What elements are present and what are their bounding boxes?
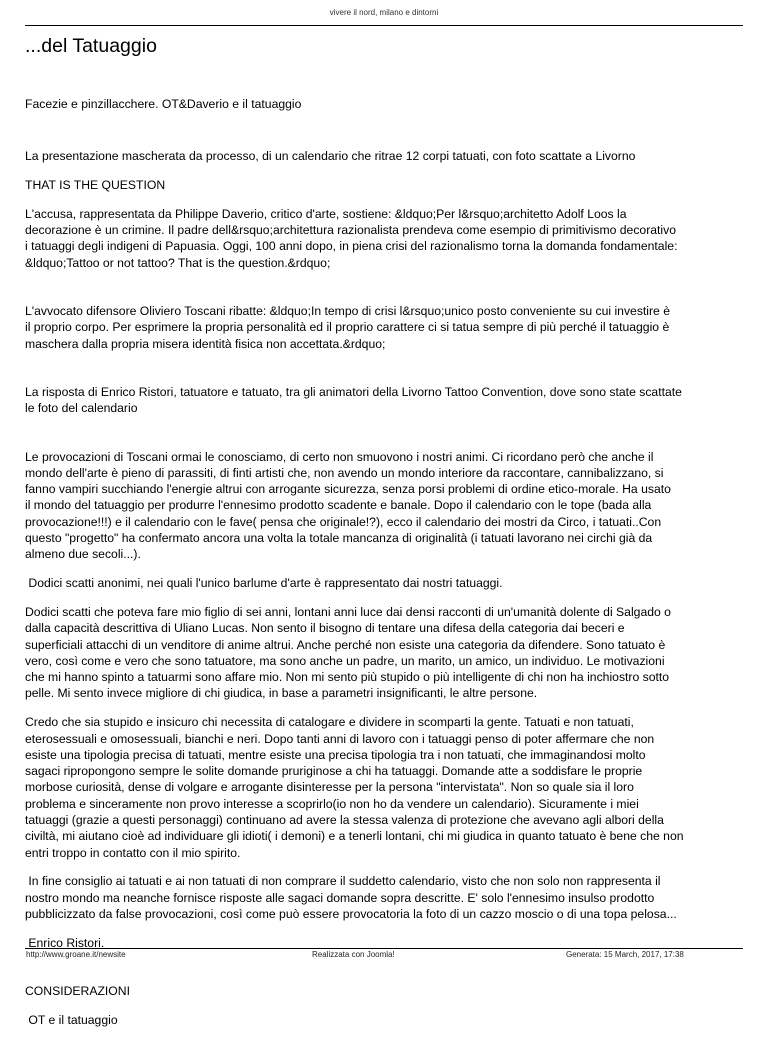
article-paragraph: La risposta di Enrico Ristori, tatuatore e tatuato, tra gli animatori della Livorno Tattoo Convention, dove sono state scattate le foto del calendario: [25, 384, 682, 416]
running-head: vivere il nord, milano e dintorni: [329, 8, 439, 17]
footer-url: http://www.groane.it/newsite: [26, 950, 126, 959]
footer-generated: Generata: 15 March, 2017, 17:38: [566, 950, 684, 959]
article-paragraph: L'avvocato difensore Oliviero Toscani ribatte: &ldquo;In tempo di crisi l&rsquo;unico posto conveniente su cui investire è il proprio corpo. Per esprimere la propria personalità ed il proprio carattere ci si tatua sempre di più perché il tatuaggio è maschera dalla propria misera identità fisica non accettata.&rdquo;: [25, 304, 671, 351]
article-paragraph: L'accusa, rappresentata da Philippe Daverio, critico d'arte, sostiene: &ldquo;Per l&rsquo;architetto Adolf Loos la decorazione è un crimine. Il padre dell&rsquo;architettura razionalista prendeva come esempio di primitivismo decorativo i tatuaggi degli indigeni di Papuasia. Oggi, 100 anni dopo, in piena crisi del razionalismo torna la domanda fondamentale: &ldquo;Tattoo or not tattoo? That is the question.&rdquo;: [25, 206, 678, 270]
header-divider: [25, 25, 743, 26]
article-paragraph: OT e il tatuaggio: [25, 1012, 118, 1027]
article-paragraph: Credo che sia stupido e insicuro chi necessita di catalogare e dividere in scomparti la gente. Tatuati e non tatuati, eterosessuali e omosessuali, bianchi e neri. Dopo tanti anni di lavoro con i tatuaggi penso di poter affermare che non esiste una tipologia precisa di tatuati, mentre esiste una precisa tipologia tra i non tatuati, che immaginandosi molto sagaci ripropongono sempre le solite domande pruriginose a chi ha tatuaggi. Domande atte a soddisfare le proprie morbose curiosità, dense di volgare e arrogante disinteresse per la persona "intervistata". Non so quale sia il loro problema e sinceramente non provo interesse a scoprirlo(io non ho da vendere un calendario). Sicuramente i miei tatuaggi (grazie a questi personaggi) continuano ad avere la stessa valenza di protezione che avevano agli albori della civiltà, mi aiutano cioè ad individuare gli idioti( i demoni) e a tenerli lontani, chi mi giudica in quanto tatuato è bene che non entri troppo in contatto con il mio spirito.: [25, 715, 684, 860]
footer-credit: Realizzata con Joomla!: [312, 950, 395, 959]
article-paragraph: Dodici scatti anonimi, nei quali l'unico barlume d'arte è rappresentato dai nostri tatuaggi.: [25, 576, 503, 591]
article-paragraph: La presentazione mascherata da processo, di un calendario che ritrae 12 corpi tatuati, con foto scattate a Livorno: [25, 149, 636, 164]
article-signature: Enrico Ristori.: [25, 935, 105, 950]
article-paragraph: Dodici scatti che poteva fare mio figlio di sei anni, lontani anni luce dai densi racconti di un'umanità dolente di Salgado o dalla capacità descrittiva di Uliano Lucas. Non sento il bisogno di tentare una difesa della categoria dai beceri e superficiali attacchi di un venditore di anime altrui. Anche perché non esiste una categoria da difendere. Sono tatuato è vero, così come e vero che sono tatuatore, ma sono anche un padre, un marito, un amico, un individuo. Le motivazioni che mi hanno spinto a tatuarmi sono affare mio. Non mi sento più stupido o più intelligente di chi non ha inchiostro sotto pelle. Mi sento invece migliore di chi giudica, in base a parametri insignificanti, le altre persone.: [25, 604, 671, 701]
article-title: ...del Tatuaggio: [25, 35, 157, 57]
article-section-heading: CONSIDERAZIONI: [25, 984, 130, 999]
article-paragraph: In fine consiglio ai tatuati e ai non tatuati di non comprare il suddetto calendario, visto che non solo non rappresenta il nostro mondo ma neanche fornisce risposte alle sagaci domande sopra descritte. E' solo l'ennesimo insulso prodotto pubblicizzato da false provocazioni, così come può essere provocatoria la foto di un cazzo moscio o di una topa pelosa...: [25, 874, 677, 921]
article-paragraph: THAT IS THE QUESTION: [25, 178, 166, 193]
article-paragraph: Le provocazioni di Toscani ormai le conosciamo, di certo non smuovono i nostri animi. Ci ricordano però che anche il mondo dell'arte è pieno di parassiti, di finti artisti che, non avendo un mondo interiore da raccontare, cannibalizzano, si fanno vampiri succhiando l'energie altrui con arrogante sicurezza, senza porsi problemi di ordine etico-morale. Ha usato il mondo del tatuaggio per produrre l'ennesimo prodotto scadente e banale. Dopo il calendario con le tope (bada alla provocazione!!!) e il calendario con le fave( pensa che originale!?), ecco il calendario dei mostri da Circo, i tatuati..Con questo "progetto" ha confermato ancora una volta la totale mancanza di originalità (i tatuati lavorano nei circhi già da almeno due secoli...).: [25, 449, 671, 562]
article-paragraph: Facezie e pinzillacchere. OT&Daverio e il tatuaggio: [25, 97, 302, 111]
footer-divider: [25, 948, 743, 949]
article-body: [25, 96, 747, 1041]
